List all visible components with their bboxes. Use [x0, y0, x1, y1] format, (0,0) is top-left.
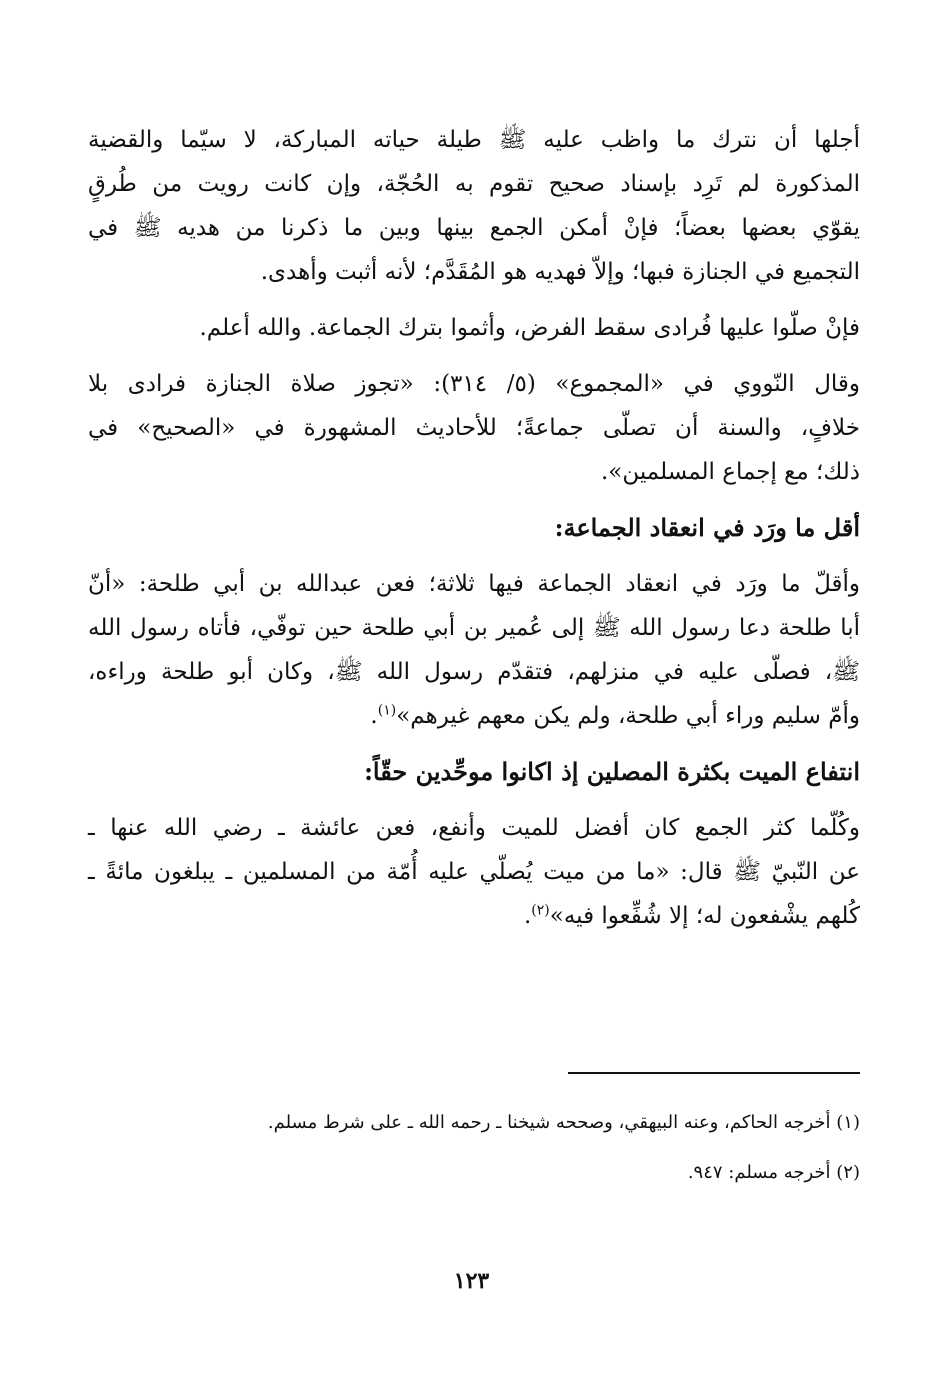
paragraph-2 — [88, 306, 860, 350]
text-fragment: كُلهم يشْفعون له؛ إلا شُفِّعوا فيه» — [549, 903, 860, 929]
text-fragment: وأمّ سليم وراء أبي طلحة، ولم يكن معهم غيرهم» — [396, 703, 860, 729]
paragraph-3 — [88, 362, 860, 494]
paragraph-5 — [88, 806, 860, 938]
text-line: وأقلّ ما ورَد في انعقاد الجماعة فيها ثلاثة؛ فعن عبدالله بن أبي طلحة: «أنّ — [88, 571, 860, 597]
text-line: ﷺ، فصلّى عليه في منزلهم، فتقدّم رسول الله ﷺ، وكان أبو طلحة وراءه، — [88, 659, 860, 685]
text-line — [88, 894, 860, 938]
text-line: المذكورة لم تَرِد بإسناد صحيح تقوم به الحُجّة، وإن كانت رويت من طُرقٍ — [88, 171, 860, 197]
paragraph-1 — [88, 118, 860, 294]
text-line: فإنْ صلّوا عليها فُرادى سقط الفرض، وأثموا بترك الجماعة. والله أعلم. — [199, 315, 860, 341]
footnote-2: (٢) أخرجه مسلم: ٩٤٧. — [687, 1162, 860, 1183]
text-line — [88, 694, 860, 738]
text-line: أجلها أن نترك ما واظب عليه ﷺ طيلة حياته المباركة، لا سيّما والقضية — [88, 127, 860, 153]
page-number: ١٢٣ — [453, 1268, 490, 1294]
text-fragment: . — [523, 903, 532, 929]
text-line: خلافٍ، والسنة أن تصلّى جماعةً؛ للأحاديث المشهورة في «الصحيح» في — [88, 415, 860, 441]
footnote-ref: (٢) — [531, 902, 550, 919]
text-line: يقوّي بعضها بعضاً؛ فإنْ أمكن الجمع بينها وبين ما ذكرنا من هديه ﷺ في — [88, 215, 860, 241]
footnotes — [88, 1098, 860, 1198]
text-line: التجميع في الجنازة فبها؛ وإلاّ فهديه هو المُقَدَّم؛ لأنه أثبت وأهدى. — [260, 259, 860, 285]
text-line: وكُلّما كثر الجمع كان أفضل للميت وأنفع، فعن عائشة ـ رضي الله عنها ـ — [88, 815, 860, 841]
paragraph-4 — [88, 562, 860, 738]
section-heading-1: أقل ما ورَد في انعقاد الجماعة: — [554, 513, 860, 542]
footnote-1: (١) أخرجه الحاكم، وعنه البيهقي، وصححه شيخنا ـ رحمه الله ـ على شرط مسلم. — [267, 1112, 860, 1133]
text-fragment: . — [370, 703, 378, 729]
footnote-ref: (١) — [377, 702, 397, 719]
page-body — [88, 118, 860, 950]
section-heading-2: انتفاع الميت بكثرة المصلين إذ اكانوا موحِّدين حقّاً: — [364, 757, 860, 786]
footnote-divider — [568, 1072, 860, 1074]
text-line: وقال النّووي في «المجموع» (٥/ ٣١٤): «تجوز صلاة الجنازة فرادى بلا — [88, 371, 861, 397]
text-line: ذلك؛ مع إجماع المسلمين». — [600, 459, 860, 485]
text-line: أبا طلحة دعا رسول الله ﷺ إلى عُمير بن أبي طلحة حين توفّي، فأتاه رسول الله — [88, 615, 860, 641]
text-line: عن النّبيّ ﷺ قال: «ما من ميت يُصلّي عليه أُمّة من المسلمين ـ يبلغون مائةً ـ — [88, 859, 860, 885]
